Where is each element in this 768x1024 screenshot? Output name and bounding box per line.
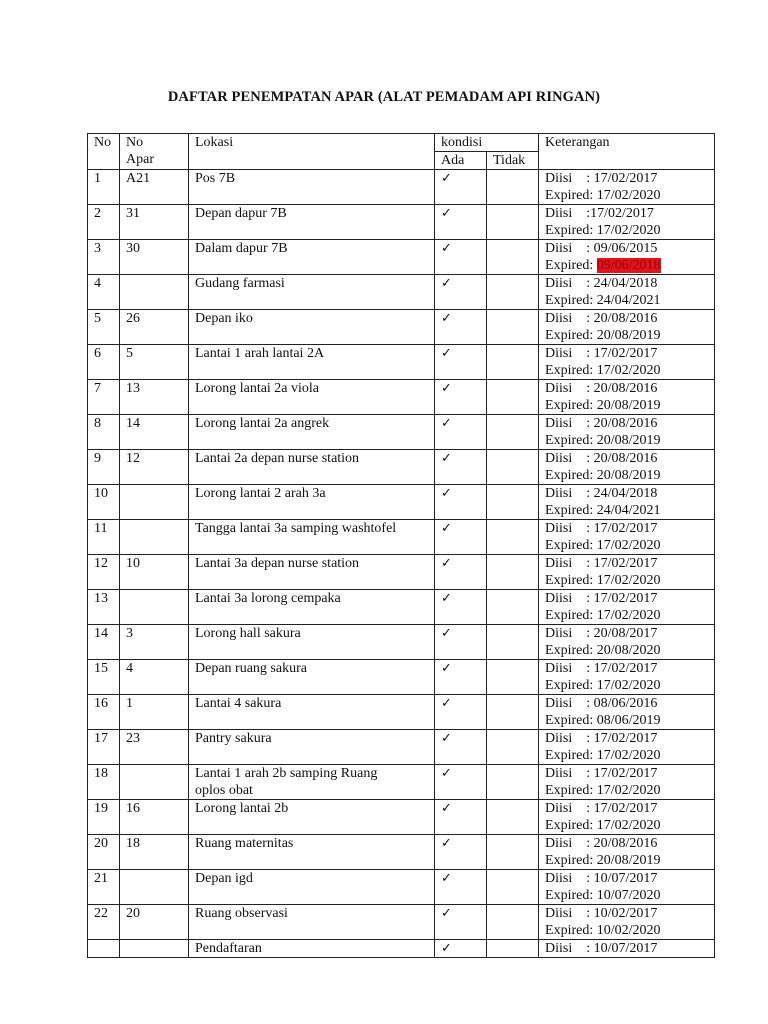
location-text: Lantai 3a depan nurse station bbox=[195, 556, 360, 571]
apar-number bbox=[120, 520, 189, 555]
row-number: 8 bbox=[88, 415, 120, 450]
expired-date: 20/08/2019 bbox=[596, 398, 661, 413]
keterangan-cell bbox=[539, 730, 715, 765]
header-tidak: Tidak bbox=[487, 152, 539, 170]
condition-tidak bbox=[487, 555, 539, 590]
expiry-line bbox=[545, 607, 714, 624]
condition-ada-check-icon: ✓ bbox=[435, 555, 487, 590]
expired-label: Expired: bbox=[545, 713, 597, 728]
location-cell bbox=[189, 520, 435, 555]
expiry-line bbox=[545, 327, 714, 344]
apar-number bbox=[120, 870, 189, 905]
keterangan-cell bbox=[539, 485, 715, 520]
table-row bbox=[88, 835, 715, 870]
apar-number bbox=[120, 275, 189, 310]
expired-label: Expired: bbox=[545, 643, 597, 658]
table-row bbox=[88, 660, 715, 695]
location-text: Dalam dapur 7B bbox=[195, 241, 288, 256]
apar-number: 23 bbox=[120, 730, 189, 765]
location-text: Lantai 3a lorong cempaka bbox=[195, 591, 341, 606]
location-cell bbox=[189, 345, 435, 380]
table-row bbox=[88, 520, 715, 555]
table-row bbox=[88, 555, 715, 590]
keterangan-cell bbox=[539, 905, 715, 940]
expiry-line bbox=[545, 887, 714, 904]
expired-date: 20/08/2019 bbox=[596, 328, 661, 343]
filled-date: Diisi : 20/08/2017 bbox=[545, 626, 658, 641]
table-row bbox=[88, 275, 715, 310]
table-row bbox=[88, 170, 715, 205]
filled-date: Diisi : 24/04/2018 bbox=[545, 276, 658, 291]
header-no-apar-line1: No bbox=[126, 135, 144, 150]
table-row bbox=[88, 870, 715, 905]
apar-number bbox=[120, 940, 189, 958]
filled-date: Diisi : 09/06/2015 bbox=[545, 241, 658, 256]
expired-label: Expired: bbox=[545, 853, 597, 868]
apar-number bbox=[120, 765, 189, 800]
row-number: 14 bbox=[88, 625, 120, 660]
apar-number: 14 bbox=[120, 415, 189, 450]
row-number: 20 bbox=[88, 835, 120, 870]
expired-label: Expired: bbox=[545, 923, 597, 938]
row-number: 5 bbox=[88, 310, 120, 345]
table-row bbox=[88, 940, 715, 958]
expired-label: Expired: bbox=[545, 678, 597, 693]
condition-ada-check-icon: ✓ bbox=[435, 170, 487, 205]
location-text: Pantry sakura bbox=[195, 731, 272, 746]
table-row bbox=[88, 205, 715, 240]
location-text: Ruang maternitas bbox=[195, 836, 294, 851]
condition-tidak bbox=[487, 380, 539, 415]
expiry-line bbox=[545, 747, 714, 764]
location-cell bbox=[189, 555, 435, 590]
table-body bbox=[88, 170, 715, 958]
expired-label: Expired: bbox=[545, 188, 597, 203]
row-number: 16 bbox=[88, 695, 120, 730]
location-text: Depan ruang sakura bbox=[195, 661, 307, 676]
apar-number: 13 bbox=[120, 380, 189, 415]
condition-ada-check-icon: ✓ bbox=[435, 205, 487, 240]
condition-tidak bbox=[487, 170, 539, 205]
keterangan-cell bbox=[539, 275, 715, 310]
row-number: 9 bbox=[88, 450, 120, 485]
condition-tidak bbox=[487, 660, 539, 695]
location-cell bbox=[189, 170, 435, 205]
condition-ada-check-icon: ✓ bbox=[435, 345, 487, 380]
expiry-line bbox=[545, 362, 714, 379]
condition-tidak bbox=[487, 940, 539, 958]
expired-label: Expired: bbox=[545, 608, 597, 623]
table-row bbox=[88, 695, 715, 730]
expired-date: 20/08/2019 bbox=[596, 853, 661, 868]
condition-tidak bbox=[487, 765, 539, 800]
expired-date: 17/02/2020 bbox=[596, 608, 661, 623]
expired-date: 08/06/2019 bbox=[596, 713, 661, 728]
apar-number: 31 bbox=[120, 205, 189, 240]
condition-tidak bbox=[487, 520, 539, 555]
keterangan-cell bbox=[539, 625, 715, 660]
expired-date: 17/02/2020 bbox=[596, 223, 661, 238]
expiry-line bbox=[545, 187, 714, 204]
condition-ada-check-icon: ✓ bbox=[435, 625, 487, 660]
table-row bbox=[88, 485, 715, 520]
expired-date: 17/02/2020 bbox=[596, 818, 661, 833]
location-cell bbox=[189, 590, 435, 625]
filled-date: Diisi : 10/02/2017 bbox=[545, 906, 658, 921]
location-text: Lantai 1 arah lantai 2A bbox=[195, 346, 325, 361]
condition-ada-check-icon: ✓ bbox=[435, 905, 487, 940]
keterangan-cell bbox=[539, 590, 715, 625]
expired-date: 24/04/2021 bbox=[596, 293, 661, 308]
expiry-line bbox=[545, 397, 714, 414]
expiry-line bbox=[545, 292, 714, 309]
expired-date: 20/08/2019 bbox=[596, 433, 661, 448]
expired-label: Expired: bbox=[545, 888, 597, 903]
header-row-top bbox=[88, 134, 715, 152]
condition-ada-check-icon: ✓ bbox=[435, 520, 487, 555]
location-cell bbox=[189, 695, 435, 730]
apar-number: 20 bbox=[120, 905, 189, 940]
apar-number: 10 bbox=[120, 555, 189, 590]
condition-tidak bbox=[487, 345, 539, 380]
apar-number: 5 bbox=[120, 345, 189, 380]
expired-label: Expired: bbox=[545, 573, 597, 588]
condition-tidak bbox=[487, 590, 539, 625]
expired-date: 20/08/2020 bbox=[596, 643, 661, 658]
keterangan-cell bbox=[539, 940, 715, 958]
header-no: No bbox=[88, 134, 120, 170]
condition-ada-check-icon: ✓ bbox=[435, 450, 487, 485]
row-number: 18 bbox=[88, 765, 120, 800]
location-text: Lorong lantai 2a viola bbox=[195, 381, 320, 396]
condition-ada-check-icon: ✓ bbox=[435, 765, 487, 800]
condition-ada-check-icon: ✓ bbox=[435, 660, 487, 695]
expiry-line bbox=[545, 782, 714, 799]
location-cell bbox=[189, 940, 435, 958]
condition-ada-check-icon: ✓ bbox=[435, 940, 487, 958]
location-cell bbox=[189, 485, 435, 520]
row-number bbox=[88, 940, 120, 958]
expired-date: 17/02/2020 bbox=[596, 573, 661, 588]
condition-ada-check-icon: ✓ bbox=[435, 310, 487, 345]
keterangan-cell bbox=[539, 450, 715, 485]
table-row bbox=[88, 625, 715, 660]
expired-date: 20/08/2019 bbox=[596, 468, 661, 483]
location-cell bbox=[189, 660, 435, 695]
expiry-line bbox=[545, 537, 714, 554]
apar-number bbox=[120, 590, 189, 625]
row-number: 21 bbox=[88, 870, 120, 905]
filled-date: Diisi : 20/08/2016 bbox=[545, 381, 658, 396]
apar-number: 16 bbox=[120, 800, 189, 835]
keterangan-cell bbox=[539, 660, 715, 695]
filled-date: Diisi : 17/02/2017 bbox=[545, 171, 658, 186]
filled-date: Diisi : 10/07/2017 bbox=[545, 871, 658, 886]
expired-label: Expired: bbox=[545, 748, 597, 763]
table-row bbox=[88, 590, 715, 625]
apar-number: 12 bbox=[120, 450, 189, 485]
row-number: 4 bbox=[88, 275, 120, 310]
filled-date: Diisi : 17/02/2017 bbox=[545, 521, 658, 536]
expiry-line bbox=[545, 467, 714, 484]
condition-tidak bbox=[487, 415, 539, 450]
table-row bbox=[88, 905, 715, 940]
filled-date: Diisi : 20/08/2016 bbox=[545, 836, 658, 851]
location-cell bbox=[189, 380, 435, 415]
location-cell bbox=[189, 275, 435, 310]
filled-date: Diisi : 17/02/2017 bbox=[545, 731, 658, 746]
row-number: 13 bbox=[88, 590, 120, 625]
document-title: DAFTAR PENEMPATAN APAR (ALAT PEMADAM API RINGAN) bbox=[167, 89, 601, 105]
location-cell bbox=[189, 625, 435, 660]
apar-number: 3 bbox=[120, 625, 189, 660]
keterangan-cell bbox=[539, 310, 715, 345]
condition-tidak bbox=[487, 695, 539, 730]
apar-number: A21 bbox=[120, 170, 189, 205]
keterangan-cell bbox=[539, 240, 715, 275]
row-number: 6 bbox=[88, 345, 120, 380]
condition-tidak bbox=[487, 450, 539, 485]
location-text: Lantai 4 sakura bbox=[195, 696, 282, 711]
apar-number: 18 bbox=[120, 835, 189, 870]
expiry-line bbox=[545, 852, 714, 869]
expiry-line bbox=[545, 817, 714, 834]
location-cell bbox=[189, 310, 435, 345]
header-lokasi: Lokasi bbox=[189, 134, 435, 170]
condition-tidak bbox=[487, 870, 539, 905]
keterangan-cell bbox=[539, 380, 715, 415]
expired-label: Expired: bbox=[545, 258, 597, 273]
apar-number: 30 bbox=[120, 240, 189, 275]
table-row bbox=[88, 800, 715, 835]
expired-label: Expired: bbox=[545, 398, 597, 413]
expired-date: 17/02/2020 bbox=[596, 188, 661, 203]
filled-date: Diisi : 08/06/2016 bbox=[545, 696, 658, 711]
table-header bbox=[88, 134, 715, 170]
condition-tidak bbox=[487, 485, 539, 520]
apar-number: 1 bbox=[120, 695, 189, 730]
header-kondisi: kondisi bbox=[435, 134, 539, 152]
condition-ada-check-icon: ✓ bbox=[435, 730, 487, 765]
expired-date: 24/04/2021 bbox=[596, 503, 661, 518]
condition-ada-check-icon: ✓ bbox=[435, 485, 487, 520]
expired-date: 10/02/2020 bbox=[596, 923, 661, 938]
row-number: 10 bbox=[88, 485, 120, 520]
header-no-apar bbox=[120, 134, 189, 170]
expired-date: 10/07/2020 bbox=[596, 888, 661, 903]
condition-tidak bbox=[487, 205, 539, 240]
filled-date: Diisi : 17/02/2017 bbox=[545, 661, 658, 676]
location-text: Lorong hall sakura bbox=[195, 626, 301, 641]
expiry-line bbox=[545, 257, 714, 274]
location-text: Pos 7B bbox=[195, 171, 236, 186]
keterangan-cell bbox=[539, 345, 715, 380]
keterangan-cell bbox=[539, 835, 715, 870]
filled-date: Diisi : 17/02/2017 bbox=[545, 556, 658, 571]
keterangan-cell bbox=[539, 520, 715, 555]
table-row bbox=[88, 345, 715, 380]
location-text: Lorong lantai 2b bbox=[195, 801, 289, 816]
location-cell bbox=[189, 730, 435, 765]
location-text: Lorong lantai 2a angrek bbox=[195, 416, 330, 431]
location-cell bbox=[189, 765, 435, 800]
apar-number bbox=[120, 485, 189, 520]
condition-tidak bbox=[487, 275, 539, 310]
expiry-line bbox=[545, 922, 714, 939]
header-keterangan: Keterangan bbox=[539, 134, 715, 170]
location-cell bbox=[189, 870, 435, 905]
row-number: 22 bbox=[88, 905, 120, 940]
apar-placement-table bbox=[87, 133, 715, 958]
condition-tidak bbox=[487, 310, 539, 345]
condition-ada-check-icon: ✓ bbox=[435, 590, 487, 625]
location-text: Depan dapur 7B bbox=[195, 206, 287, 221]
location-text: Lorong lantai 2 arah 3a bbox=[195, 486, 326, 501]
expired-date: 17/02/2020 bbox=[596, 783, 661, 798]
location-cell bbox=[189, 240, 435, 275]
expired-label: Expired: bbox=[545, 783, 597, 798]
expiry-line bbox=[545, 222, 714, 239]
expiry-line bbox=[545, 677, 714, 694]
row-number: 15 bbox=[88, 660, 120, 695]
location-cell bbox=[189, 905, 435, 940]
condition-tidak bbox=[487, 905, 539, 940]
table-row bbox=[88, 415, 715, 450]
row-number: 1 bbox=[88, 170, 120, 205]
keterangan-cell bbox=[539, 800, 715, 835]
table-row bbox=[88, 310, 715, 345]
filled-date: Diisi : 24/04/2018 bbox=[545, 486, 658, 501]
expired-label: Expired: bbox=[545, 293, 597, 308]
condition-ada-check-icon: ✓ bbox=[435, 380, 487, 415]
expired-label: Expired: bbox=[545, 468, 597, 483]
expired-label: Expired: bbox=[545, 328, 597, 343]
location-cell bbox=[189, 800, 435, 835]
row-number: 3 bbox=[88, 240, 120, 275]
location-cell bbox=[189, 205, 435, 240]
expired-date: 17/02/2020 bbox=[596, 678, 661, 693]
condition-tidak bbox=[487, 835, 539, 870]
expired-date-highlighted: 09/06/2018 bbox=[596, 258, 661, 273]
expired-label: Expired: bbox=[545, 363, 597, 378]
expired-label: Expired: bbox=[545, 223, 597, 238]
expiry-line bbox=[545, 432, 714, 449]
filled-date: Diisi : 20/08/2016 bbox=[545, 451, 658, 466]
expired-label: Expired: bbox=[545, 538, 597, 553]
expired-label: Expired: bbox=[545, 818, 597, 833]
keterangan-cell bbox=[539, 765, 715, 800]
condition-ada-check-icon: ✓ bbox=[435, 240, 487, 275]
location-cell bbox=[189, 835, 435, 870]
keterangan-cell bbox=[539, 695, 715, 730]
condition-ada-check-icon: ✓ bbox=[435, 415, 487, 450]
table-row bbox=[88, 380, 715, 415]
table-row bbox=[88, 765, 715, 800]
row-number: 12 bbox=[88, 555, 120, 590]
filled-date: Diisi : 17/02/2017 bbox=[545, 346, 658, 361]
expired-label: Expired: bbox=[545, 433, 597, 448]
apar-number: 26 bbox=[120, 310, 189, 345]
header-no-apar-line2: Apar bbox=[126, 152, 154, 167]
location-text-line2: oplos obat bbox=[195, 783, 253, 798]
location-text: Tangga lantai 3a samping washtofel bbox=[195, 521, 397, 536]
filled-date: Diisi : 20/08/2016 bbox=[545, 311, 658, 326]
apar-number: 4 bbox=[120, 660, 189, 695]
condition-ada-check-icon: ✓ bbox=[435, 695, 487, 730]
filled-date: Diisi :17/02/2017 bbox=[545, 206, 654, 221]
location-text: Depan iko bbox=[195, 311, 253, 326]
filled-date: Diisi : 10/07/2017 bbox=[545, 941, 658, 956]
location-text: Gudang farmasi bbox=[195, 276, 285, 291]
condition-ada-check-icon: ✓ bbox=[435, 870, 487, 905]
condition-tidak bbox=[487, 240, 539, 275]
keterangan-cell bbox=[539, 205, 715, 240]
table-row bbox=[88, 450, 715, 485]
filled-date: Diisi : 17/02/2017 bbox=[545, 766, 658, 781]
condition-ada-check-icon: ✓ bbox=[435, 800, 487, 835]
location-cell bbox=[189, 450, 435, 485]
row-number: 11 bbox=[88, 520, 120, 555]
keterangan-cell bbox=[539, 415, 715, 450]
condition-ada-check-icon: ✓ bbox=[435, 835, 487, 870]
row-number: 7 bbox=[88, 380, 120, 415]
row-number: 19 bbox=[88, 800, 120, 835]
expired-label: Expired: bbox=[545, 503, 597, 518]
header-ada: Ada bbox=[435, 152, 487, 170]
location-cell bbox=[189, 415, 435, 450]
location-text: Lantai 2a depan nurse station bbox=[195, 451, 360, 466]
location-text: Pendaftaran bbox=[195, 941, 262, 956]
row-number: 17 bbox=[88, 730, 120, 765]
condition-tidak bbox=[487, 730, 539, 765]
expiry-line bbox=[545, 502, 714, 519]
keterangan-cell bbox=[539, 870, 715, 905]
condition-tidak bbox=[487, 625, 539, 660]
location-text: Ruang observasi bbox=[195, 906, 288, 921]
location-text: Lantai 1 arah 2b samping Ruang bbox=[195, 766, 378, 781]
keterangan-cell bbox=[539, 555, 715, 590]
expired-date: 17/02/2020 bbox=[596, 538, 661, 553]
expired-date: 17/02/2020 bbox=[596, 748, 661, 763]
expired-date: 17/02/2020 bbox=[596, 363, 661, 378]
condition-ada-check-icon: ✓ bbox=[435, 275, 487, 310]
filled-date: Diisi : 17/02/2017 bbox=[545, 801, 658, 816]
location-text: Depan igd bbox=[195, 871, 253, 886]
keterangan-cell bbox=[539, 170, 715, 205]
filled-date: Diisi : 20/08/2016 bbox=[545, 416, 658, 431]
condition-tidak bbox=[487, 800, 539, 835]
table-row bbox=[88, 730, 715, 765]
row-number: 2 bbox=[88, 205, 120, 240]
table-row bbox=[88, 240, 715, 275]
expiry-line bbox=[545, 642, 714, 659]
filled-date: Diisi : 17/02/2017 bbox=[545, 591, 658, 606]
expiry-line bbox=[545, 572, 714, 589]
expiry-line bbox=[545, 712, 714, 729]
